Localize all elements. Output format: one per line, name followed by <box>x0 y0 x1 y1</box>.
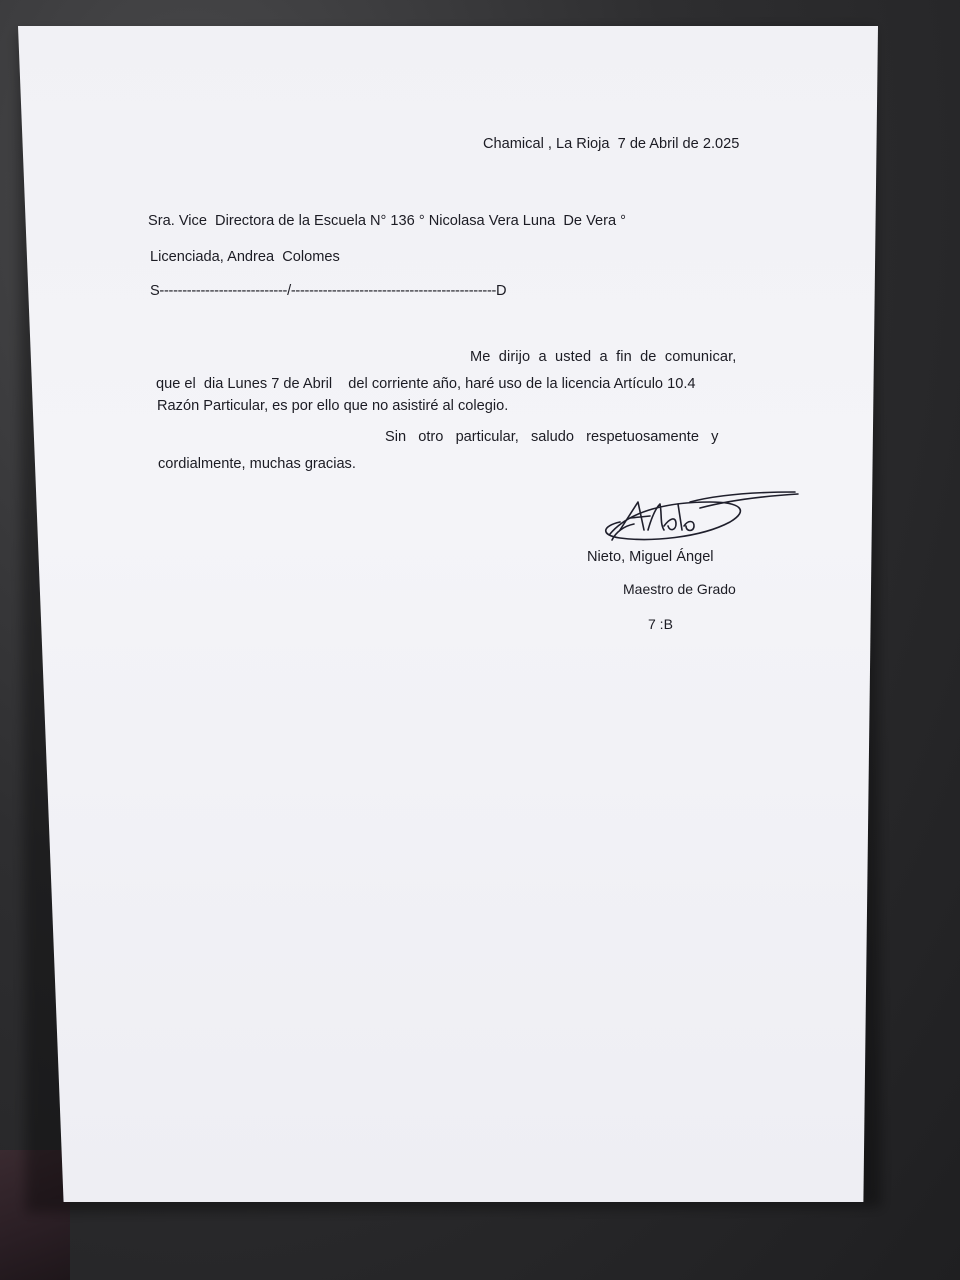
recipient-line-1: Sra. Vice Directora de la Escuela N° 136 ° Nicolasa Vera Luna De Vera ° <box>148 213 627 229</box>
signer-grade: 7 :B <box>648 616 673 632</box>
recipient-line-2: Licenciada, Andrea Colomes <box>150 249 340 265</box>
signer-role: Maestro de Grado <box>623 581 736 597</box>
place-date: Chamical , La Rioja 7 de Abril de 2.025 <box>483 136 740 152</box>
body-line-1: Me dirijo a usted a fin de comunicar, <box>470 349 737 365</box>
body-line-2: que el dia Lunes 7 de Abril del corriente año, haré uso de la licencia Artículo 10.4 <box>156 376 696 392</box>
recipient-line-3: S----------------------------/---------------------------------------------D <box>150 283 507 299</box>
body-line-3: Razón Particular, es por ello que no asistiré al colegio. <box>157 398 509 414</box>
signature-scribble <box>590 480 805 555</box>
letter-sheet <box>18 26 878 1202</box>
closing-line-1: Sin otro particular, saludo respetuosamente y <box>385 429 719 445</box>
signer-name: Nieto, Miguel Ángel <box>587 549 714 565</box>
closing-line-2: cordialmente, muchas gracias. <box>158 456 356 472</box>
